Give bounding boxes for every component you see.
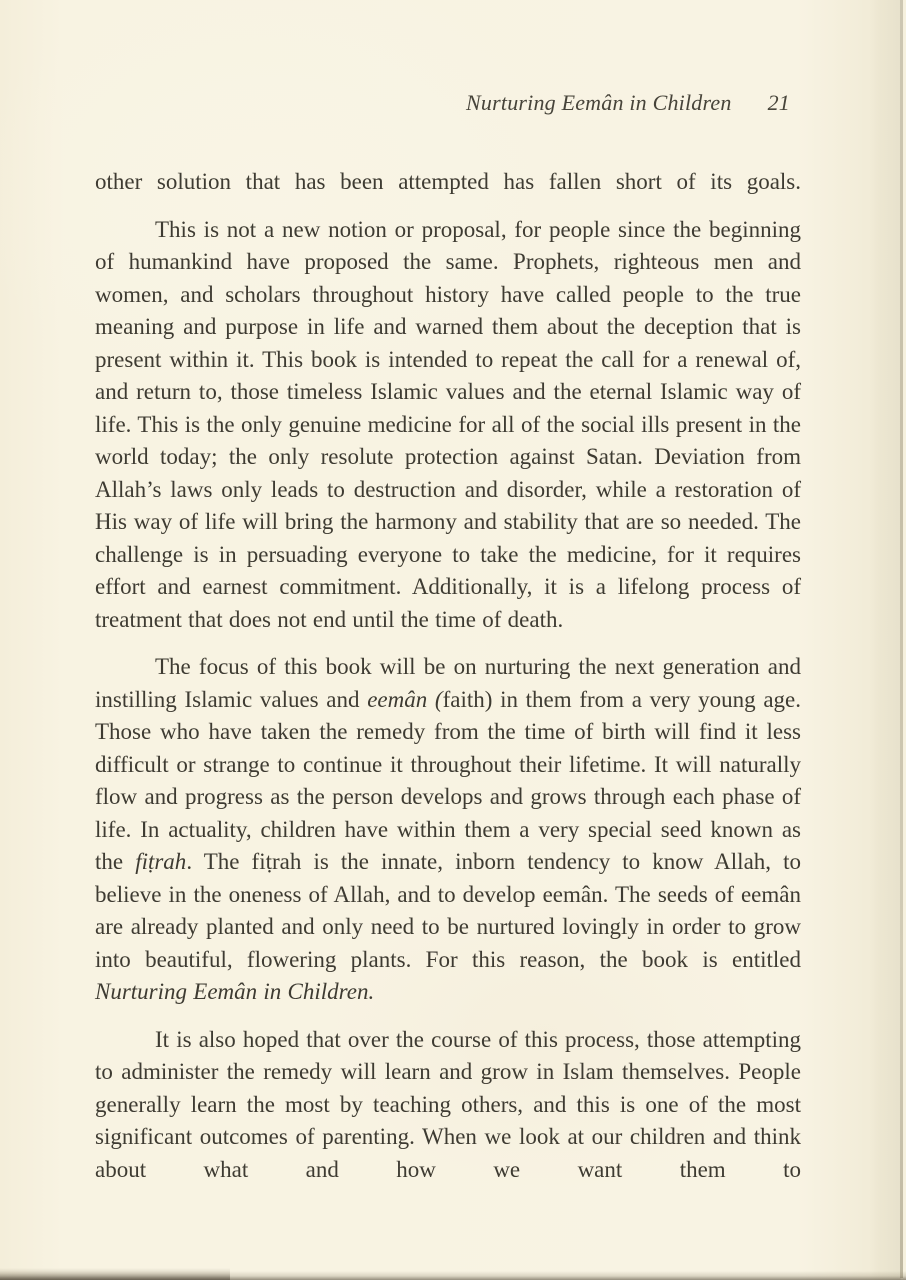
page-number: 21 <box>767 90 790 115</box>
paragraph <box>95 1024 801 1187</box>
running-title: Nurturing Eemân in Children <box>466 90 732 115</box>
text-run: The focus of this book will be on nurturing the next generation and instilling Islamic values and <box>95 654 801 712</box>
running-header <box>95 90 790 116</box>
italic-text-run: fiṭrah <box>135 849 187 874</box>
page-edge-line <box>900 0 903 1278</box>
text-run: faith) in them from a very young age. Those who have taken the remedy from the time of birth will find it less difficult or strange to continue it throughout their lifetime. It will naturally flow and progress as the person develops and grows through each phase of life. In actuality, children have within them a very special seed known as the <box>95 686 802 874</box>
italic-text-run: Nurturing Eemân in Children. <box>95 979 375 1004</box>
text-run: It is also hoped that over the course of this process, those attempting to administer the remedy will learn and grow in Islam themselves. People generally learn the most by teaching others, and this is one of the most significant outcomes of parenting. When we look at our children and think about what and how we want them to <box>95 1026 801 1182</box>
page-edge-shadow <box>869 0 901 1280</box>
paragraph <box>95 651 801 1009</box>
bottom-scan-edge-left <box>0 1268 230 1280</box>
text-run: This is not a new notion or proposal, for people since the beginning of humankind have proposed the same. Prophets, righteous men and women, and scholars throughout history have called people to the true meaning and purpose in life and warned them about the deception that is present within it. This book is intended to repeat the call for a renewal of, and return to, those timeless Islamic values and the eternal Islamic way of life. This is the only genuine medicine for all of the social ills present in the world today; the only resolute protection against Satan. Deviation from Allah’s laws only leads to destruction and disorder, while a restoration of His way of life will bring the harmony and stability that are so needed. The challenge is in persuading everyone to take the medicine, for it requires effort and earnest commitment. Additionally, it is a lifelong process of treatment that does not end until the time of death. <box>95 216 801 632</box>
paragraph <box>95 166 801 199</box>
italic-text-run: eemân ( <box>367 686 443 712</box>
text-run: other solution that has been attempted has fallen short of its goals. <box>95 169 801 194</box>
paragraph <box>95 214 801 637</box>
body-text <box>95 166 801 1201</box>
text-run: . The fiṭrah is the innate, inborn tendency to know Allah, to believe in the oneness of Allah, and to develop eemân. The seeds of eemân are already planted and only need to be nurtured lovingly in order to grow into beautiful, flowering plants. For this reason, the book is entitled <box>95 849 801 972</box>
